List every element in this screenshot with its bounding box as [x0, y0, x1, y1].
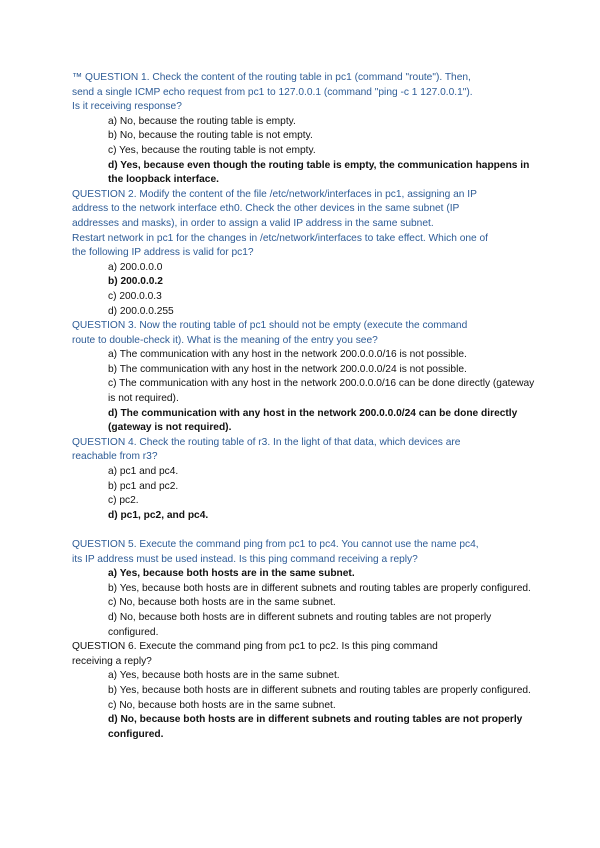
blank-line — [72, 523, 542, 538]
option-a: a) pc1 and pc4. — [108, 466, 179, 478]
question-line: Is it receiving response? — [72, 101, 182, 113]
question-line: QUESTION 6. Execute the command ping from pc1 to pc2. Is this ping command — [72, 641, 438, 653]
option-a: a) The communication with any host in the network 200.0.0.0/16 is not possible. — [108, 349, 467, 361]
question-line: addresses and masks), in order to assign a valid IP address in the same subnet. — [72, 217, 434, 229]
question-6-text — [72, 640, 542, 669]
option-c: c) Yes, because the routing table is not empty. — [108, 144, 316, 156]
option-d-correct: d) pc1, pc2, and pc4. — [108, 509, 209, 521]
question-4 — [72, 436, 542, 524]
option-c: c) pc2. — [108, 495, 139, 507]
option-a: a) Yes, because both hosts are in the same subnet. — [108, 670, 340, 682]
question-2 — [72, 188, 542, 319]
question-line: receiving a reply? — [72, 655, 152, 667]
question-1-text — [72, 71, 542, 115]
option-a-correct: a) Yes, because both hosts are in the same subnet. — [108, 568, 355, 580]
question-2-text — [72, 188, 542, 261]
option-b: b) The communication with any host in the network 200.0.0.0/24 is not possible. — [108, 363, 467, 375]
option-b-correct: b) 200.0.0.2 — [108, 276, 163, 288]
option-c: c) No, because both hosts are in the same subnet. — [108, 699, 336, 711]
question-6-options — [72, 669, 542, 742]
question-2-options — [72, 261, 542, 319]
question-line: QUESTION 5. Execute the command ping from pc1 to pc4. You cannot use the name pc4, — [72, 539, 479, 550]
question-line: reachable from r3? — [72, 451, 158, 463]
question-3 — [72, 319, 542, 436]
question-1 — [72, 71, 542, 188]
question-line: route to double-check it). What is the meaning of the entry you see? — [72, 334, 378, 346]
option-d: d) No, because both hosts are in different subnets and routing tables are not properly configured. — [108, 611, 492, 638]
option-d: d) 200.0.0.255 — [108, 305, 174, 317]
option-b: b) Yes, because both hosts are in different subnets and routing tables are properly configured. — [108, 582, 531, 594]
option-a: a) No, because the routing table is empty. — [108, 115, 296, 127]
question-4-options — [72, 465, 542, 523]
question-line: its IP address must be used instead. Is this ping command receiving a reply? — [72, 553, 418, 565]
question-line: QUESTION 3. Now the routing table of pc1 should not be empty (execute the command — [72, 320, 468, 332]
question-list — [72, 71, 542, 742]
question-5-text — [72, 538, 542, 567]
option-d-correct: d) The communication with any host in the network 200.0.0.0/24 can be done directly (gateway is not required). — [108, 407, 518, 434]
question-line: the following IP address is valid for pc1? — [72, 247, 254, 259]
question-3-text — [72, 319, 542, 348]
question-5 — [72, 538, 542, 640]
option-b: b) No, because the routing table is not empty. — [108, 130, 313, 142]
question-6 — [72, 640, 542, 742]
question-line: QUESTION 2. Modify the content of the file /etc/network/interfaces in pc1, assigning an IP — [72, 188, 477, 200]
question-line: send a single ICMP echo request from pc1 to 127.0.0.1 (command "ping -c 1 127.0.0.1"). — [72, 86, 473, 98]
question-5-options — [72, 567, 542, 640]
option-b: b) pc1 and pc2. — [108, 480, 179, 492]
question-line: QUESTION 4. Check the routing table of r3. In the light of that data, which devices are — [72, 436, 461, 448]
option-d-correct: d) Yes, because even though the routing table is empty, the communication happens in the loopback interface. — [108, 159, 530, 186]
question-line: Restart network in pc1 for the changes in /etc/network/interfaces to take effect. Which one of — [72, 232, 489, 244]
option-b: b) Yes, because both hosts are in different subnets and routing tables are properly configured. — [108, 684, 531, 696]
question-1-options — [72, 115, 542, 188]
option-a: a) 200.0.0.0 — [108, 261, 163, 273]
option-c: c) No, because both hosts are in the same subnet. — [108, 597, 336, 609]
question-3-options — [72, 348, 542, 436]
question-line: ™ QUESTION 1. Check the content of the routing table in pc1 (command "route"). Then, — [72, 72, 471, 83]
option-c: c) 200.0.0.3 — [108, 290, 162, 302]
option-c: c) The communication with any host in the network 200.0.0.0/16 can be done directly (gateway is not required). — [108, 378, 535, 405]
question-line: address to the network interface eth0. Check the other devices in the same subnet (IP — [72, 203, 460, 215]
question-4-text — [72, 436, 542, 465]
option-d-correct: d) No, because both hosts are in different subnets and routing tables are not properly configured. — [108, 714, 523, 740]
